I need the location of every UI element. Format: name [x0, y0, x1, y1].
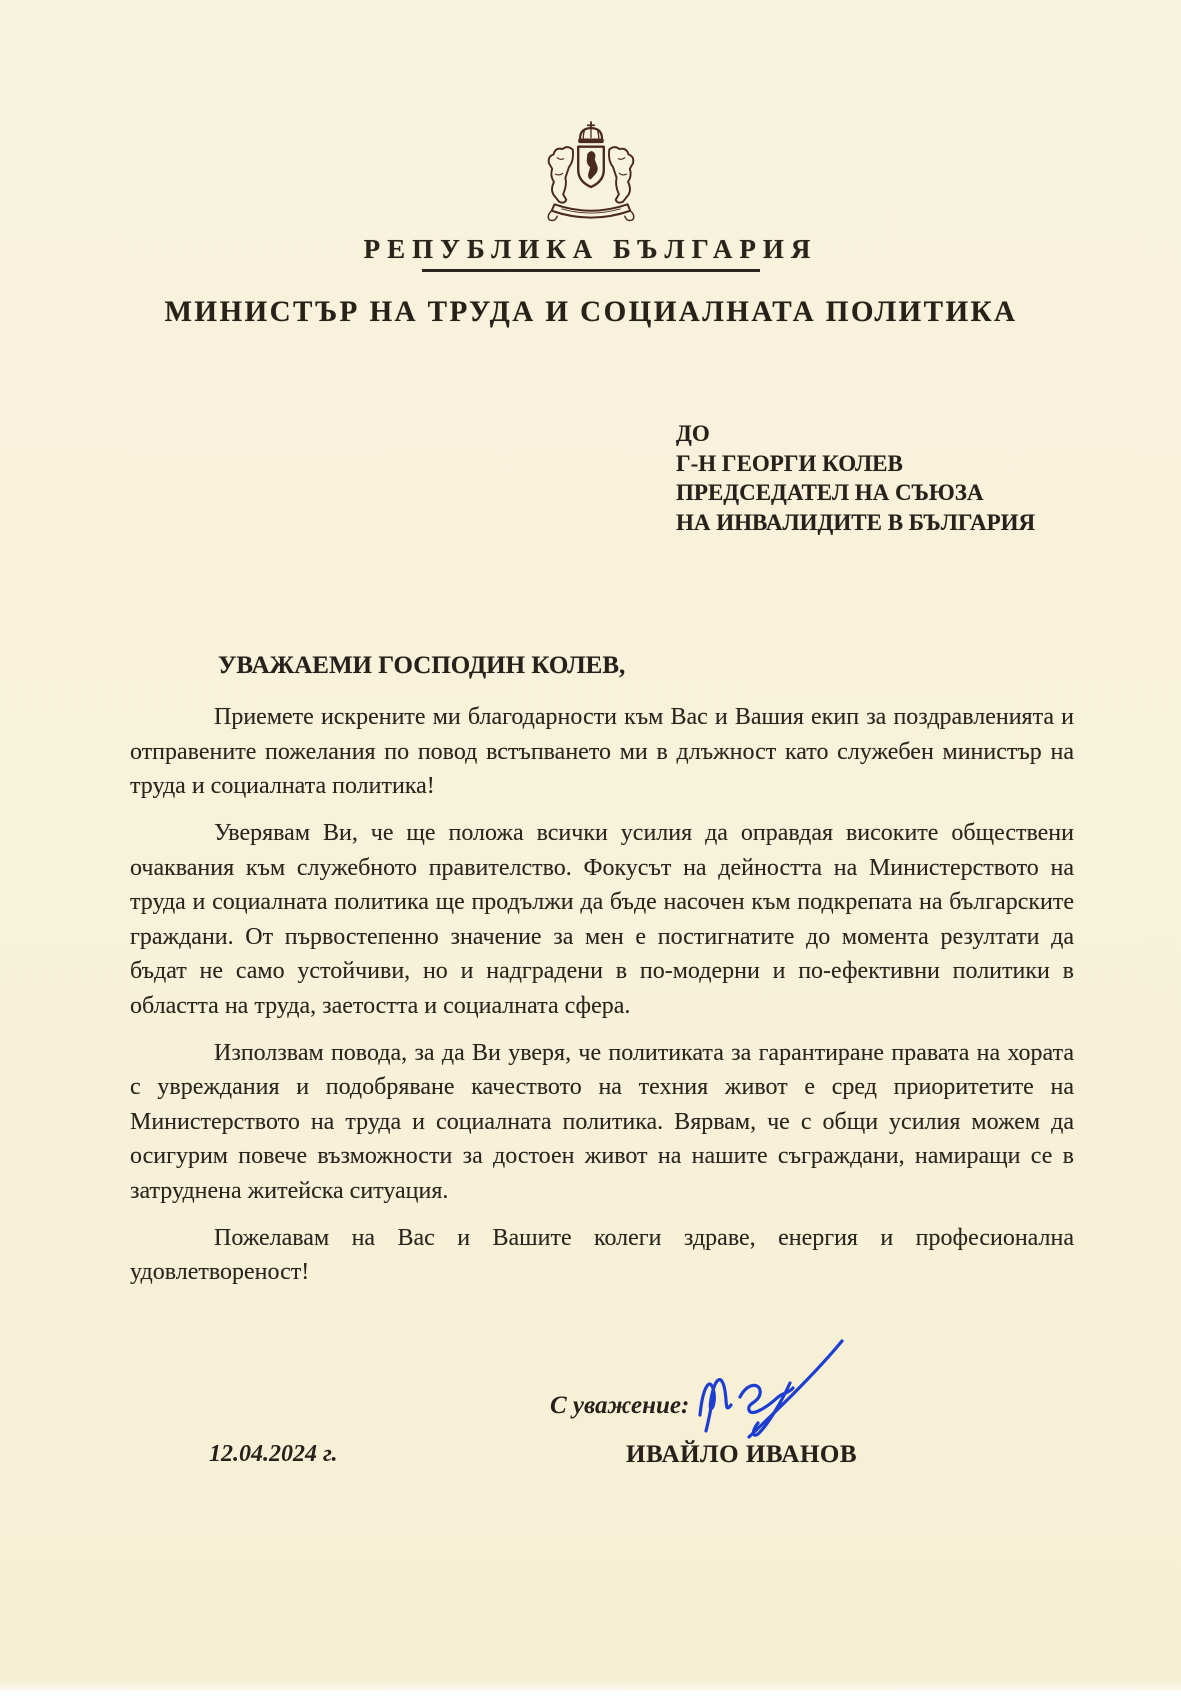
body-paragraph-1: Приемете искрените ми благодарности към Вас и Вашия екип за поздравленията и отправените пожелания по повод встъпването ми в длъжност като служебен министър на труда и социалната политика! [130, 704, 1074, 799]
body-paragraph-4: Пожелавам на Вас и Вашите колеги здраве, енергия и професионална удовлетвореност! [130, 1224, 1074, 1285]
title-underline [422, 269, 760, 272]
scan-bottom-edge [0, 1691, 1181, 1697]
handwritten-signature [692, 1333, 872, 1447]
salutation: УВАЖАЕМИ ГОСПОДИН КОЛЕВ, [218, 652, 626, 679]
body-paragraph-3: Използвам повода, за да Ви уверя, че политиката за гарантиране правата на хората с увреждания и подобряване качеството на техния живот е сред приоритетите на Министерството на труда и социалната политика. Вярвам, че с общи усилия можем да осигурим повече възможности за достоен живот на нашите съграждани, намиращи се в затруднена житейска ситуация. [130, 1039, 1074, 1204]
recipient-line-name: Г-Н ГЕОРГИ КОЛЕВ [676, 450, 903, 476]
minister-title: МИНИСТЪР НА ТРУДА И СОЦИАЛНАТА ПОЛИТИКА [164, 295, 1017, 328]
recipient-line-to: ДО [676, 421, 710, 446]
body-paragraph-2: Уверявам Ви, че ще положа всички усилия да оправдая високите обществени очаквания към служебното правителство. Фокусът на дейността на Министерството на труда и социалната политика ще продължи да бъде насочен към подкрепата на българските граждани. От първостепенно значение за мен е постигнатите до момента резултати да бъдат не само устойчиви, но и надградени в по-модерни и по-ефективни политики в областта на труда, заетостта и социалната сфера. [130, 820, 1074, 1019]
bulgarian-coat-of-arms-icon [527, 120, 655, 232]
recipient-line-title1: ПРЕДСЕДАТЕЛ НА СЪЮЗА [676, 480, 984, 505]
recipient-line-title2: НА ИНВАЛИДИТЕ В БЪЛГАРИЯ [676, 509, 1036, 535]
recipient-block [676, 419, 1035, 537]
republic-title: РЕПУБЛИКА БЪЛГАРИЯ [363, 234, 818, 264]
letter-body [130, 700, 1074, 1302]
letter-date: 12.04.2024 г. [209, 1441, 338, 1467]
signer-name: ИВАЙЛО ИВАНОВ [626, 1441, 858, 1468]
valediction: С уважение: [550, 1392, 690, 1419]
